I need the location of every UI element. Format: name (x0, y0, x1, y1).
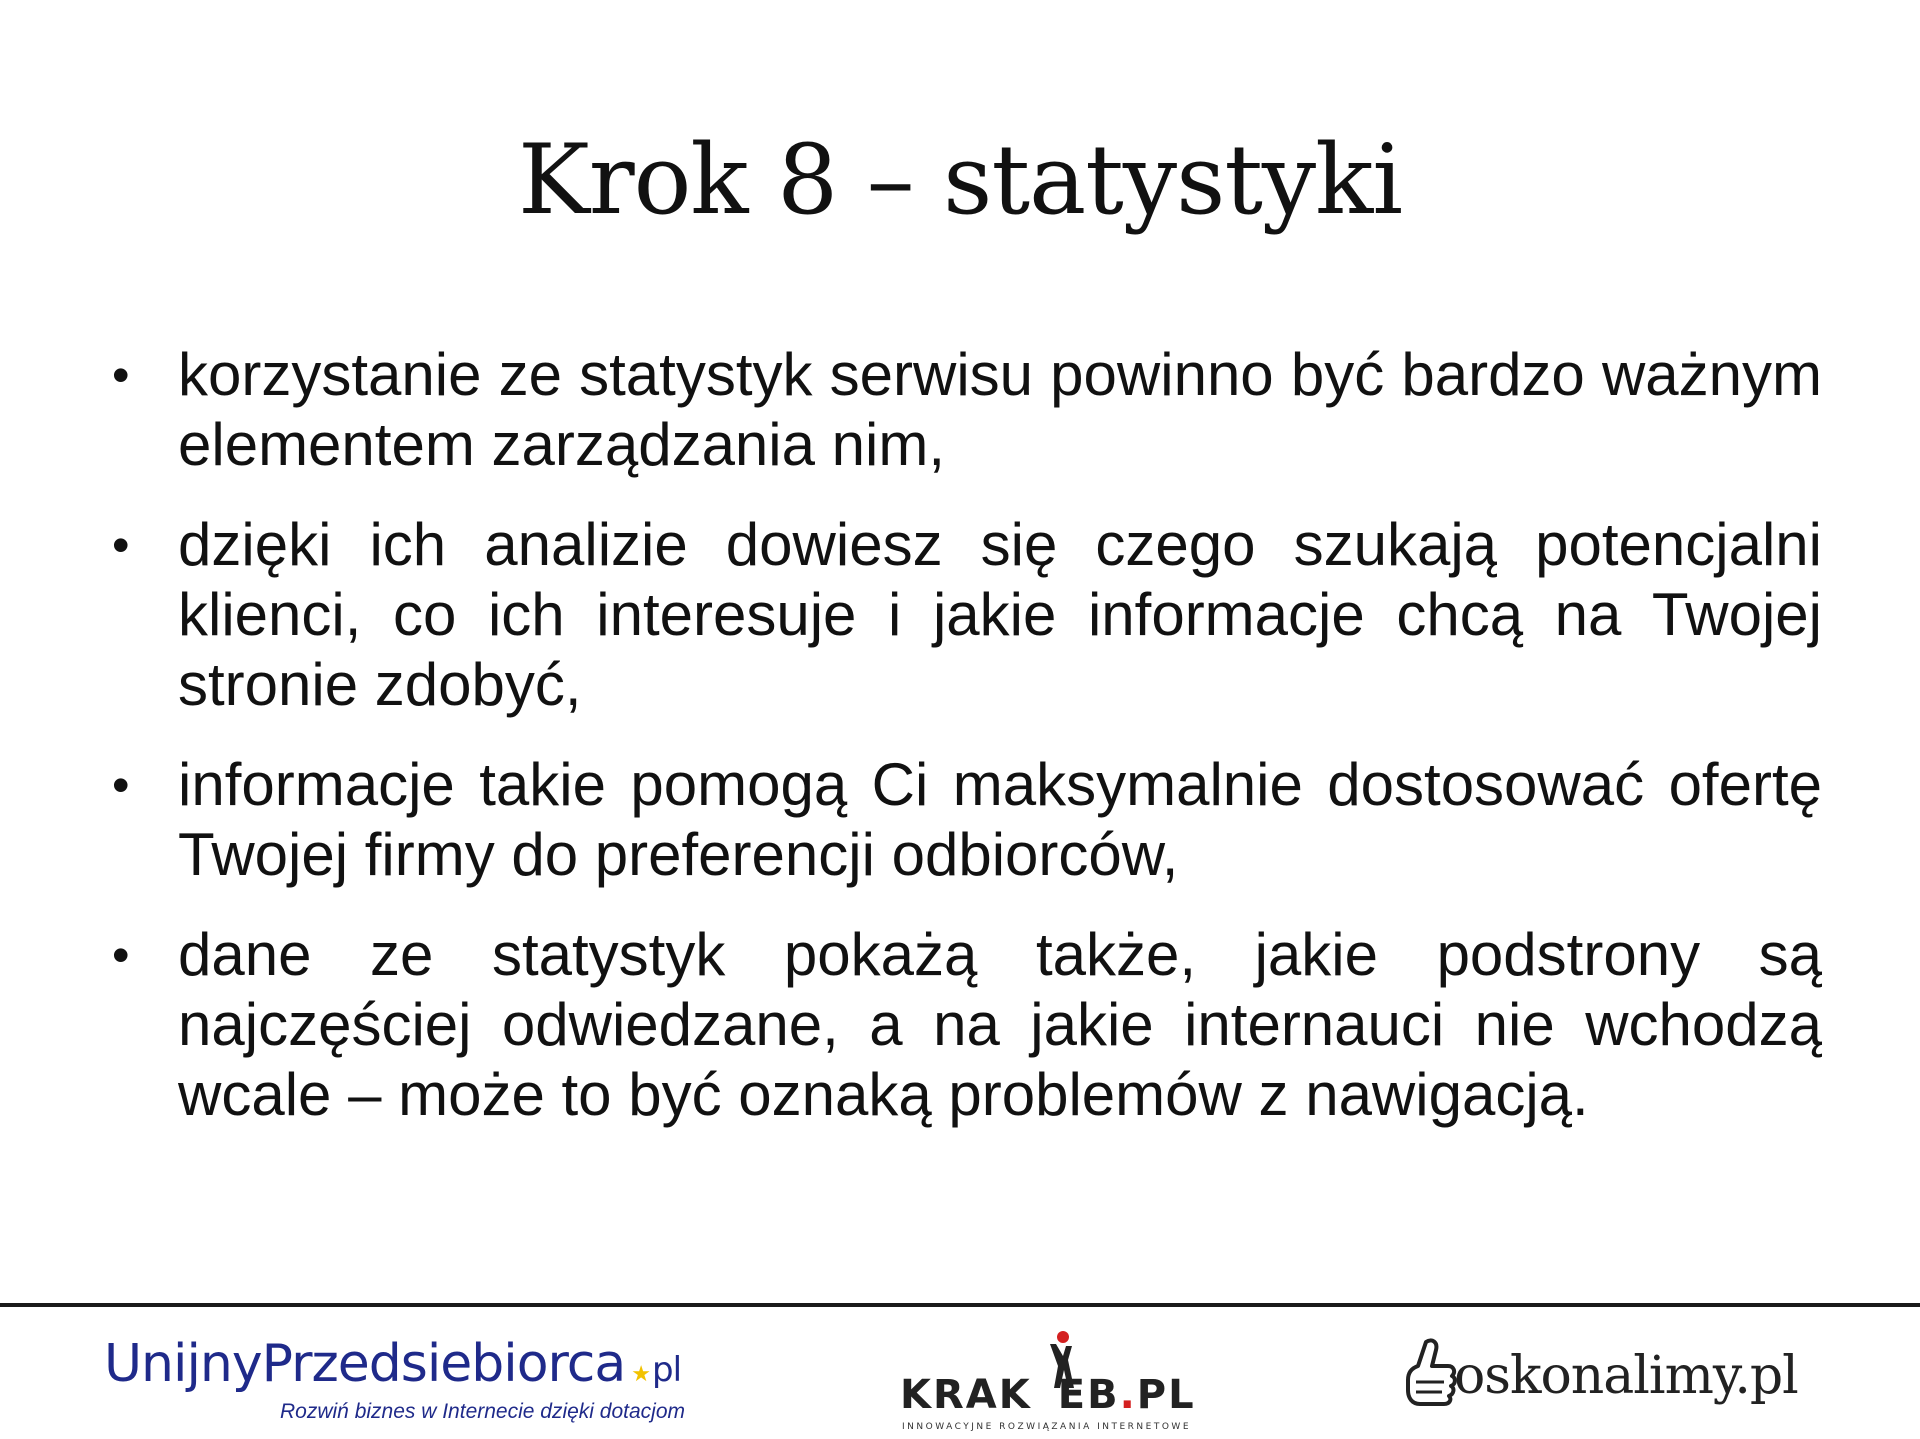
krakweb-wordmark-left: KRAK (900, 1372, 1032, 1418)
krakweb-wordmark-right: EB (1057, 1372, 1120, 1418)
bullet-item (110, 510, 1822, 720)
bullet-icon: • (112, 347, 130, 403)
bullet-icon: • (112, 757, 130, 813)
krakweb-logo (900, 1330, 1220, 1434)
bullet-text: informacje takie pomogą Ci maksymalnie dostosować ofertę Twojej firmy do preferencji odbiorców, (178, 751, 1822, 888)
krakweb-wordmark (900, 1372, 1196, 1418)
unijny-przedsiebiorca-logo (104, 1334, 724, 1434)
bullet-item (110, 340, 1822, 480)
bullet-text: dane ze statystyk pokażą także, jakie podstrony są najczęściej odwiedzane, a na jakie internauci nie wchodzą wcale – może to być oznaką problemów z nawigacją. (178, 921, 1822, 1128)
bullet-item (110, 920, 1822, 1130)
footer-divider (0, 1303, 1920, 1307)
doskonalimy-wordmark: oskonalimy.pl (1454, 1346, 1798, 1406)
bullet-icon: • (112, 927, 130, 983)
unijny-brand-name (104, 1334, 724, 1405)
bullet-text: korzystanie ze statystyk serwisu powinno być bardzo ważnym elementem zarządzania nim, (178, 341, 1822, 478)
krakweb-wordmark-dot: . (1119, 1372, 1137, 1418)
unijny-tagline: Rozwiń biznes w Internecie dzięki dotacjom (280, 1400, 686, 1423)
bullet-list (110, 340, 1822, 1160)
doskonalimy-logo (1404, 1336, 1824, 1426)
bullet-icon: • (112, 517, 130, 573)
footer (0, 1316, 1920, 1436)
krakweb-wordmark-tld: PL (1136, 1372, 1196, 1418)
bullet-item (110, 750, 1822, 890)
thumbs-up-icon (1404, 1336, 1458, 1416)
bullet-text: dzięki ich analizie dowiesz się czego szukają potencjalni klienci, co ich interesuje i jakie informacje chcą na Twojej stronie zdobyć, (178, 511, 1822, 718)
slide-title: Krok 8 – statystyki (517, 124, 1403, 236)
unijny-brand-suffix: pl (652, 1350, 682, 1390)
star-icon: ★ (631, 1362, 650, 1387)
unijny-brand-text: UnijnyPrzedsiebiorca (104, 1334, 626, 1394)
krakweb-subtitle: INNOWACYJNE ROZWIĄZANIA INTERNETOWE (902, 1422, 1192, 1432)
